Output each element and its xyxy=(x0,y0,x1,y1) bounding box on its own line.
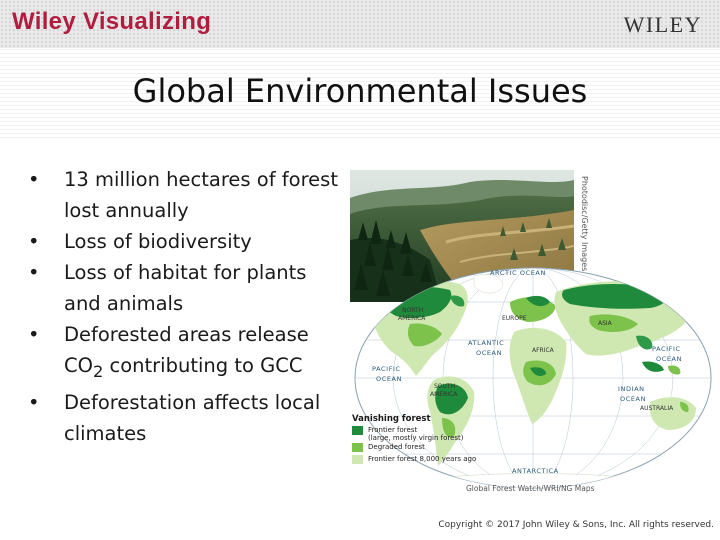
co2-subscript: 2 xyxy=(92,361,104,381)
bullet-text-part: Deforested areas release CO xyxy=(64,323,309,377)
bullet-item xyxy=(24,387,344,449)
continent-label-south-america: SOUTH xyxy=(434,383,456,390)
map-source-credit: Global Forest Watch/WRI/NG Maps xyxy=(466,484,595,493)
continent-label-europe: EUROPE xyxy=(502,315,527,322)
legend-label: Frontier forest xyxy=(368,426,418,434)
publisher-logo: WILEY xyxy=(623,12,702,37)
bullet-item xyxy=(24,257,344,319)
ocean-label-pacific-east-line2: OCEAN xyxy=(656,355,683,363)
bullet-item xyxy=(24,226,344,257)
bullet-dot: • xyxy=(28,168,40,191)
legend-item-degraded xyxy=(352,443,502,454)
legend-item-historic xyxy=(352,455,502,466)
ocean-label-pacific-west: PACIFIC xyxy=(372,365,401,373)
continent-label-south-america-line2: AMERICA xyxy=(430,391,458,398)
antarctica-label: ANTARCTICA xyxy=(512,467,559,475)
continent-label-australia: AUSTRALIA xyxy=(640,405,674,412)
copyright-notice: Copyright © 2017 John Wiley & Sons, Inc. All rights reserved. xyxy=(438,520,714,530)
brand-title: Wiley Visualizing xyxy=(12,8,212,35)
continent-label-africa: AFRICA xyxy=(532,347,554,354)
slide-title: Global Environmental Issues xyxy=(132,72,588,110)
ocean-label-pacific-west-line2: OCEAN xyxy=(376,375,403,383)
ocean-label-atlantic: ATLANTIC xyxy=(468,339,505,347)
legend-swatch-frontier xyxy=(352,426,363,435)
legend-label: Degraded forest xyxy=(368,443,425,451)
bullet-dot: • xyxy=(28,390,40,414)
bullet-item xyxy=(24,164,344,226)
bullet-text: Loss of biodiversity xyxy=(64,230,252,253)
bullet-text: Loss of habitat for plants and animals xyxy=(64,261,307,315)
map-legend xyxy=(352,414,502,478)
ocean-label-indian: INDIAN xyxy=(618,385,645,393)
continent-label-asia: ASIA xyxy=(598,320,612,327)
ocean-label-indian-line2: OCEAN xyxy=(620,395,647,403)
bullet-list xyxy=(24,164,344,449)
legend-sublabel: (large, mostly virgin forest) xyxy=(368,434,464,442)
legend-label: Frontier forest 8,000 years ago xyxy=(368,455,477,463)
photo-credit: Photodisc/Getty Images xyxy=(580,176,589,272)
bullet-dot: • xyxy=(28,261,40,284)
legend-item-frontier xyxy=(352,426,502,442)
bullet-text xyxy=(64,323,309,381)
ocean-label-arctic: ARCTIC OCEAN xyxy=(490,269,546,277)
continent-label-north-america: NORTH xyxy=(402,307,424,314)
bullet-text: Deforestation affects local climates xyxy=(64,390,321,445)
continent-label-north-america-line2: AMERICA xyxy=(398,315,426,322)
legend-title: Vanishing forest xyxy=(352,414,431,424)
bullet-dot: • xyxy=(28,323,40,346)
ocean-label-pacific-east: PACIFIC xyxy=(652,345,681,353)
header-bar xyxy=(0,0,720,48)
bullet-text-part: contributing to GCC xyxy=(103,354,303,377)
bullet-dot: • xyxy=(28,230,40,253)
legend-swatch-degraded xyxy=(352,443,363,452)
ocean-label-atlantic-line2: OCEAN xyxy=(476,349,503,357)
legend-swatch-historic xyxy=(352,455,363,464)
bullet-item xyxy=(24,319,344,387)
bullet-text: 13 million hectares of forest lost annually xyxy=(64,168,338,222)
